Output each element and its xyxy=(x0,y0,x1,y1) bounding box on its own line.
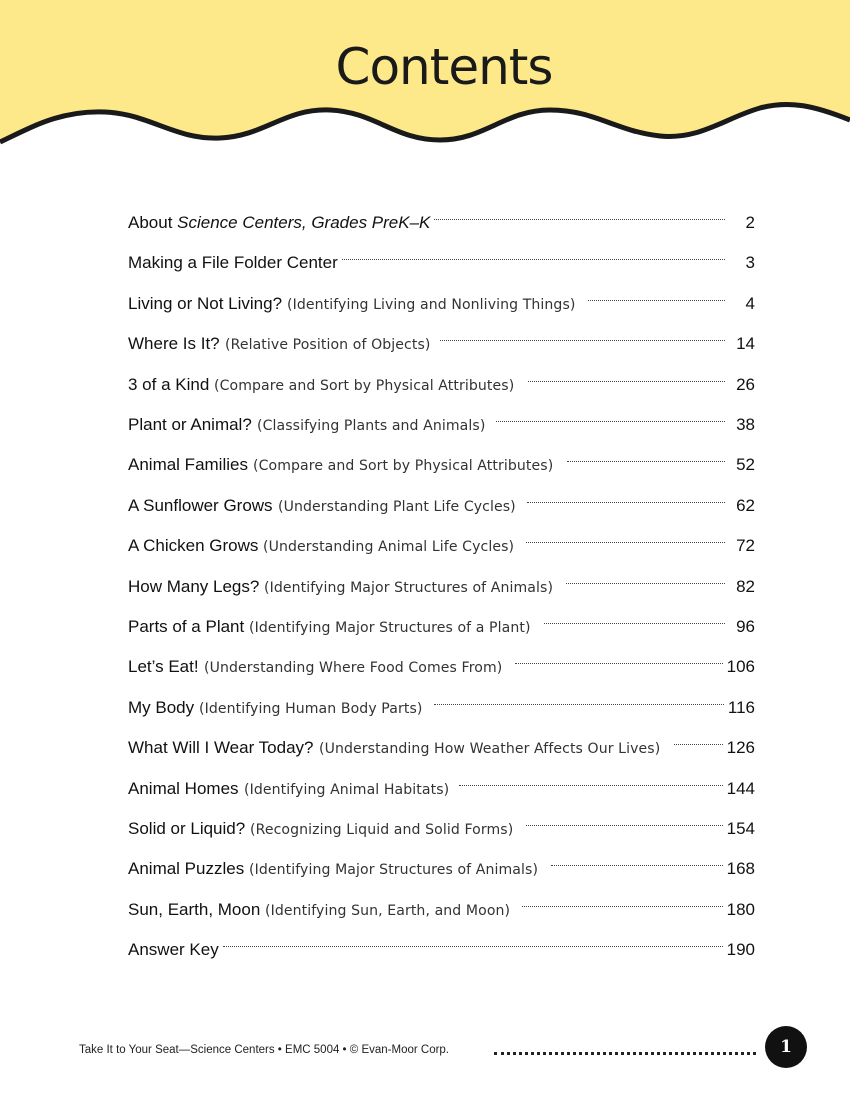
toc-page-number: 4 xyxy=(745,293,755,313)
toc-entry-title xyxy=(128,209,430,237)
toc-dot-leader xyxy=(434,200,725,228)
toc-entry xyxy=(128,240,755,273)
toc-entry-title-text: Sun, Earth, Moon xyxy=(128,899,261,919)
toc-entry xyxy=(128,685,755,717)
toc-entry-description: (Identifying Major Structures of Animals) xyxy=(264,579,554,596)
toc-entry-description: (Understanding Where Food Comes From) xyxy=(203,660,502,677)
toc-entry xyxy=(128,402,755,434)
toc-entry-title-text: Animal Families xyxy=(128,455,248,475)
toc-entry-title xyxy=(128,896,260,924)
toc-entry xyxy=(128,362,755,394)
toc-page-number: 116 xyxy=(727,697,755,717)
toc-page-number: 14 xyxy=(736,334,755,354)
toc-entry xyxy=(128,927,755,960)
toc-entry xyxy=(128,846,755,879)
toc-entry-title xyxy=(128,815,245,843)
page-title: Contents xyxy=(335,38,553,96)
toc-dot-leader xyxy=(496,402,725,430)
toc-entry-title xyxy=(128,936,219,964)
toc-dot-leader xyxy=(567,442,725,470)
toc-entry-title xyxy=(128,492,273,520)
toc-dot-leader xyxy=(526,523,725,551)
toc-dot-leader xyxy=(674,725,722,753)
toc-entry-title-text: Living or Not Living? xyxy=(128,293,283,313)
toc-entry-description: (Relative Position of Objects) xyxy=(224,337,431,354)
toc-page-number: 3 xyxy=(745,253,755,273)
toc-page-number: 72 xyxy=(736,536,755,556)
toc-entry-description: (Classifying Plants and Animals) xyxy=(256,418,486,434)
toc-entry-description: (Identifying Human Body Parts) xyxy=(199,700,423,717)
toc-entry-description: (Recognizing Liquid and Solid Forms) xyxy=(250,822,514,838)
toc-entry-title-text: Animal Homes xyxy=(128,778,239,798)
toc-entry-description: (Compare and Sort by Physical Attributes) xyxy=(252,458,554,475)
toc-entry-title xyxy=(128,371,209,399)
toc-page-number: 96 xyxy=(736,617,755,636)
toc-entry-description: (Understanding Plant Life Cycles) xyxy=(277,498,516,515)
toc-entry-description: (Compare and Sort by Physical Attributes) xyxy=(214,377,515,394)
toc-entry-title xyxy=(128,330,220,358)
toc-entry xyxy=(128,200,755,232)
toc-entry-description: (Identifying Major Structures of Animals) xyxy=(249,862,539,879)
toc-entry-title-text: 3 of a Kind xyxy=(128,374,210,394)
toc-entry-title-text: Solid or Liquid? xyxy=(128,819,246,838)
toc-entry-title xyxy=(128,734,314,762)
toc-entry-title xyxy=(128,653,199,681)
toc-page-number: 180 xyxy=(726,899,755,919)
toc-page-number: 126 xyxy=(726,738,755,758)
toc-entry-title xyxy=(128,775,239,803)
toc-entry-title xyxy=(128,532,258,560)
toc-entry xyxy=(128,523,755,556)
toc-entry-title xyxy=(128,411,252,439)
toc-entry-title-text: A Chicken Grows xyxy=(128,536,259,556)
toc-dot-leader xyxy=(440,321,725,349)
toc-entry-title-text: My Body xyxy=(128,697,195,717)
toc-entry xyxy=(128,604,755,636)
toc-page-number: 144 xyxy=(726,778,755,798)
toc-entry-title-text: What Will I Wear Today? xyxy=(128,738,314,758)
toc-page-number: 82 xyxy=(736,576,755,596)
toc-entry-title-text: A Sunflower Grows xyxy=(128,495,273,515)
toc-dot-leader xyxy=(527,483,725,511)
toc-entry xyxy=(128,321,755,354)
toc-entry-title xyxy=(128,694,194,722)
toc-entry-title-italic: Science Centers, Grades PreK–K xyxy=(177,213,431,232)
toc-page-number: 26 xyxy=(736,374,755,394)
toc-dot-leader xyxy=(434,685,724,713)
toc-dot-leader xyxy=(544,604,725,632)
toc-page-number: 2 xyxy=(745,213,755,232)
toc-entry-title xyxy=(128,855,244,883)
toc-entry-description: (Understanding How Weather Affects Our Lives) xyxy=(318,741,660,758)
page-number-badge: 1 xyxy=(765,1026,807,1068)
toc-entry xyxy=(128,483,755,515)
toc-entry-description: (Identifying Sun, Earth, and Moon) xyxy=(265,902,511,919)
footer-dot-leader xyxy=(494,1050,756,1055)
toc-dot-leader xyxy=(526,806,723,834)
toc-entry-title-text: Answer Key xyxy=(128,940,219,960)
toc-entry-title-text: Making a File Folder Center xyxy=(128,253,338,273)
toc-dot-leader xyxy=(588,281,725,309)
toc-entry xyxy=(128,887,755,919)
toc-entry xyxy=(128,806,755,838)
toc-entry xyxy=(128,442,755,475)
toc-page-number: 62 xyxy=(736,495,755,515)
toc-dot-leader xyxy=(342,240,725,268)
toc-page-number: 106 xyxy=(726,657,755,677)
toc-entry xyxy=(128,766,755,798)
toc-entry xyxy=(128,281,755,313)
toc-page-number: 38 xyxy=(736,415,755,434)
toc-dot-leader xyxy=(528,362,725,390)
toc-entry-description: (Identifying Living and Nonliving Things) xyxy=(287,296,576,313)
toc-entry-title-text: Plant or Animal? xyxy=(128,415,252,434)
toc-entry-title-text: Let’s Eat! xyxy=(128,657,199,677)
toc-entry-title-text: Parts of a Plant xyxy=(128,617,245,636)
toc-dot-leader xyxy=(223,927,723,955)
toc-entry-title xyxy=(128,613,244,641)
toc-entry-description: (Identifying Animal Habitats) xyxy=(243,781,449,798)
toc-entry-title xyxy=(128,573,259,601)
toc-entry xyxy=(128,725,755,758)
toc-entry-title-text: Animal Puzzles xyxy=(128,859,245,879)
toc-dot-leader xyxy=(551,846,722,874)
toc-entry xyxy=(128,644,755,677)
toc-page-number: 154 xyxy=(726,819,755,838)
toc-entry-title xyxy=(128,249,338,277)
footer-credit: Take It to Your Seat—Science Centers • EMC 5004 • © Evan-Moor Corp. xyxy=(79,1044,450,1056)
toc-page-number: 190 xyxy=(726,940,755,960)
toc-entry-description: (Identifying Major Structures of a Plant) xyxy=(249,620,531,636)
toc-dot-leader xyxy=(522,887,723,915)
toc-entry-title xyxy=(128,290,282,318)
toc-dot-leader xyxy=(566,564,725,592)
toc-entry-title-text: How Many Legs? xyxy=(128,576,260,596)
toc-dot-leader xyxy=(459,766,722,794)
toc-page-number: 168 xyxy=(726,859,755,879)
toc-entry-title-text: Where Is It? xyxy=(128,334,220,354)
toc-dot-leader xyxy=(515,644,722,672)
toc-entry-description: (Understanding Animal Life Cycles) xyxy=(263,539,515,556)
toc-page-number: 52 xyxy=(736,455,755,475)
toc-entry-title xyxy=(128,451,248,479)
toc-entry-title-text: About xyxy=(128,213,178,232)
toc-entry xyxy=(128,564,755,596)
